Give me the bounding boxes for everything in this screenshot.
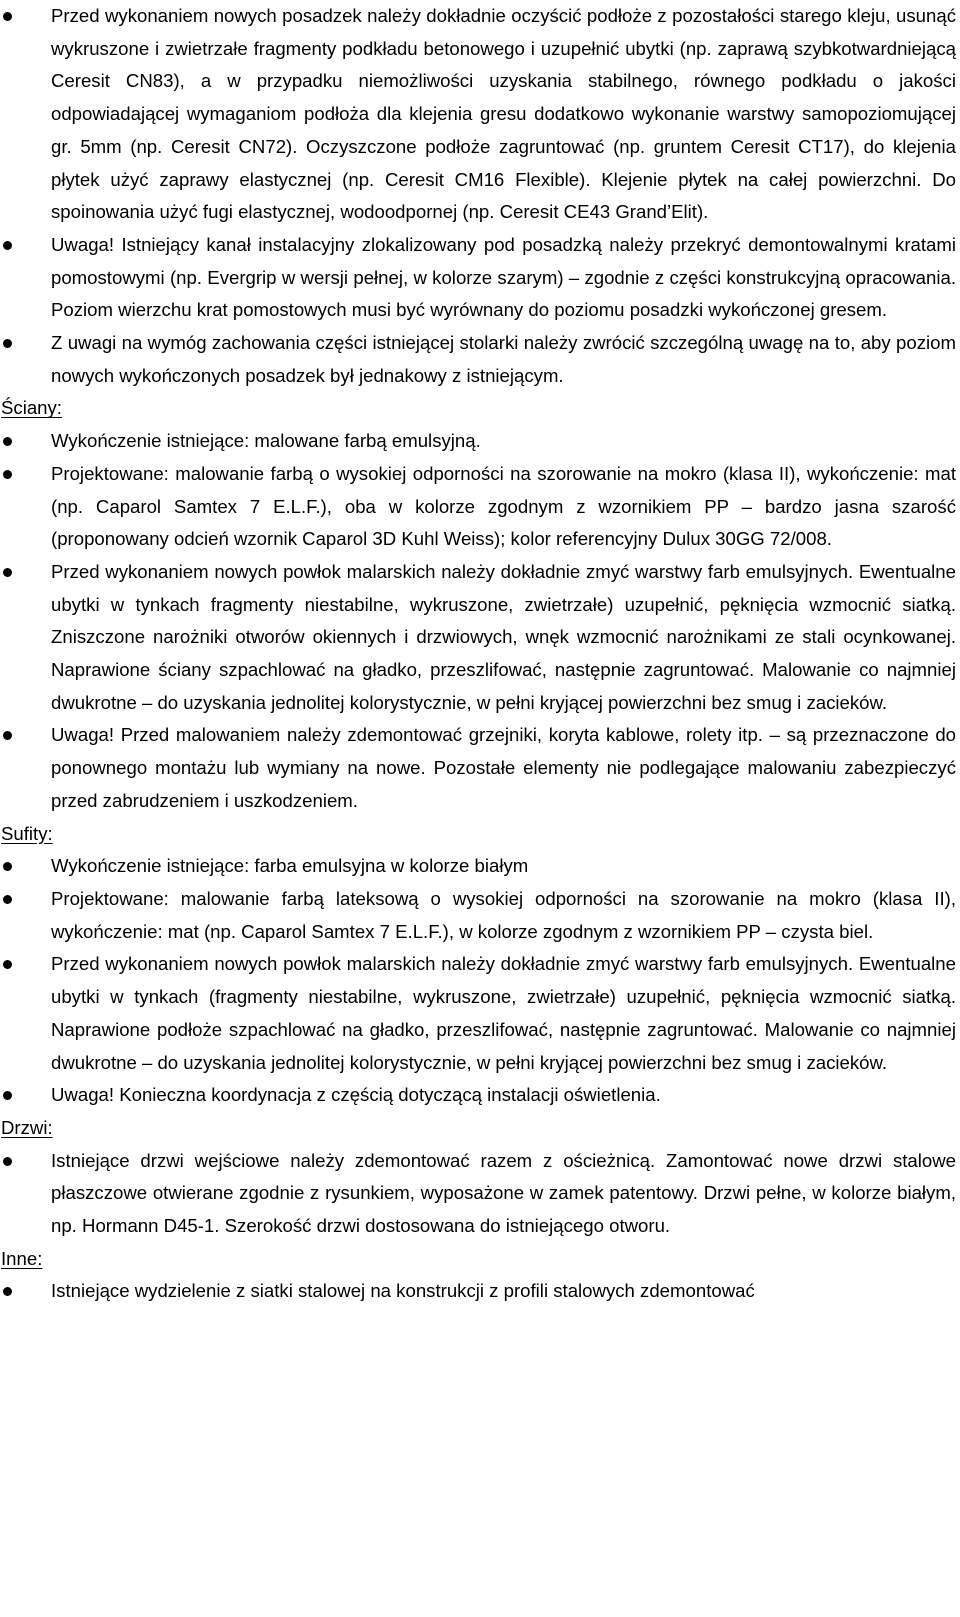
list-item: Uwaga! Konieczna koordynacja z częścią dotyczącą instalacji oświetlenia.	[0, 1079, 960, 1112]
section-heading-sciany: Ściany:	[1, 397, 62, 419]
section-heading-sufity: Sufity:	[1, 822, 53, 844]
list-item: Wykończenie istniejące: malowane farbą emulsyjną.	[0, 425, 960, 458]
section-heading-inne: Inne:	[1, 1247, 43, 1269]
list-item: Projektowane: malowanie farbą o wysokiej odporności na szorowanie na mokro (klasa II), wykończenie: mat (np. Caparol Samtex 7 E.L.F.), oba w kolorze zgodnym z wzornikiem PP – bardzo jasna szarość (proponowany odcień wzornik Caparol 3D Kuhl Weiss); kolor referencyjny Dulux 30GG 72/008.	[0, 458, 960, 556]
list-item: Istniejące drzwi wejściowe należy zdemontować razem z ościeżnicą. Zamontować nowe drzwi stalowe płaszczowe otwierane zgodnie z rysunkiem, wyposażone w zamek patentowy. Drzwi pełne, w kolorze białym, np. Hormann D45-1. Szerokość drzwi dostosowana do istniejącego otworu.	[0, 1145, 960, 1243]
list-item: Wykończenie istniejące: farba emulsyjna w kolorze białym	[0, 850, 960, 883]
list-item: Z uwagi na wymóg zachowania części istniejącej stolarki należy zwrócić szczególną uwagę na to, aby poziom nowych wykończonych posadzek był jednakowy z istniejącym.	[0, 327, 960, 392]
list-item: Przed wykonaniem nowych posadzek należy dokładnie oczyścić podłoże z pozostałości starego kleju, usunąć wykruszone i zwietrzałe fragmenty podkładu betonowego i uzupełnić ubytki (np. zaprawą szybkotwardniejącą Ceresit CN83), a w przypadku niemożliwości uzyskania stabilnego, równego podkładu o jakości odpowiadającej wymaganiom podłoża dla klejenia gresu dodatkowo wykonanie warstwy samopoziomującej gr. 5mm (np. Ceresit CN72). Oczyszczone podłoże zagruntować (np. gruntem Ceresit CT17), do klejenia płytek użyć zaprawy elastycznej (np. Ceresit CM16 Flexible). Klejenie płytek na całej powierzchni. Do spoinowania użyć fugi elastycznej, wodoodpornej (np. Ceresit CE43 Grand’Elit).	[0, 0, 960, 229]
list-item: Istniejące wydzielenie z siatki stalowej na konstrukcji z profili stalowych zdemontować	[0, 1275, 960, 1308]
list-item: Uwaga! Przed malowaniem należy zdemontować grzejniki, koryta kablowe, rolety itp. – są przeznaczone do ponownego montażu lub wymiany na nowe. Pozostałe elementy nie podlegające malowaniu zabezpieczyć przed zabrudzeniem i uszkodzeniem.	[0, 719, 960, 817]
list-item: Przed wykonaniem nowych powłok malarskich należy dokładnie zmyć warstwy farb emulsyjnych. Ewentualne ubytki w tynkach fragmenty niestabilne, wykruszone, zwietrzałe) uzupełnić, pęknięcia wzmocnić siatką. Zniszczone narożniki otworów okiennych i drzwiowych, wnęk wzmocnić narożnikami ze stali ocynkowanej. Naprawione ściany szpachlować na gładko, przeszlifować, następnie zagruntować. Malowanie co najmniej dwukrotne – do uzyskania jednolitej kolorystycznie, w pełni kryjącej powierzchni bez smug i zacieków.	[0, 556, 960, 720]
section-heading-drzwi: Drzwi:	[1, 1116, 53, 1138]
list-item: Przed wykonaniem nowych powłok malarskich należy dokładnie zmyć warstwy farb emulsyjnych. Ewentualne ubytki w tynkach (fragmenty niestabilne, wykruszone, zwietrzałe) uzupełnić, pęknięcia wzmocnić siatką. Naprawione podłoże szpachlować na gładko, przeszlifować, następnie zagruntować. Malowanie co najmniej dwukrotne – do uzyskania jednolitej kolorystycznie, w pełni kryjącej powierzchni bez smug i zacieków.	[0, 948, 960, 1079]
list-item: Projektowane: malowanie farbą lateksową o wysokiej odporności na szorowanie na mokro (klasa II), wykończenie: mat (np. Caparol Samtex 7 E.L.F.), w kolorze zgodnym z wzornikiem PP – czysta biel.	[0, 883, 960, 948]
list-item: Uwaga! Istniejący kanał instalacyjny zlokalizowany pod posadzką należy przekryć demontowalnymi kratami pomostowymi (np. Evergrip w wersji pełnej, w kolorze szarym) – zgodnie z części konstrukcyjną opracowania. Poziom wierzchu krat pomostowych musi być wyrównany do poziomu posadzki wykończonej gresem.	[0, 229, 960, 327]
